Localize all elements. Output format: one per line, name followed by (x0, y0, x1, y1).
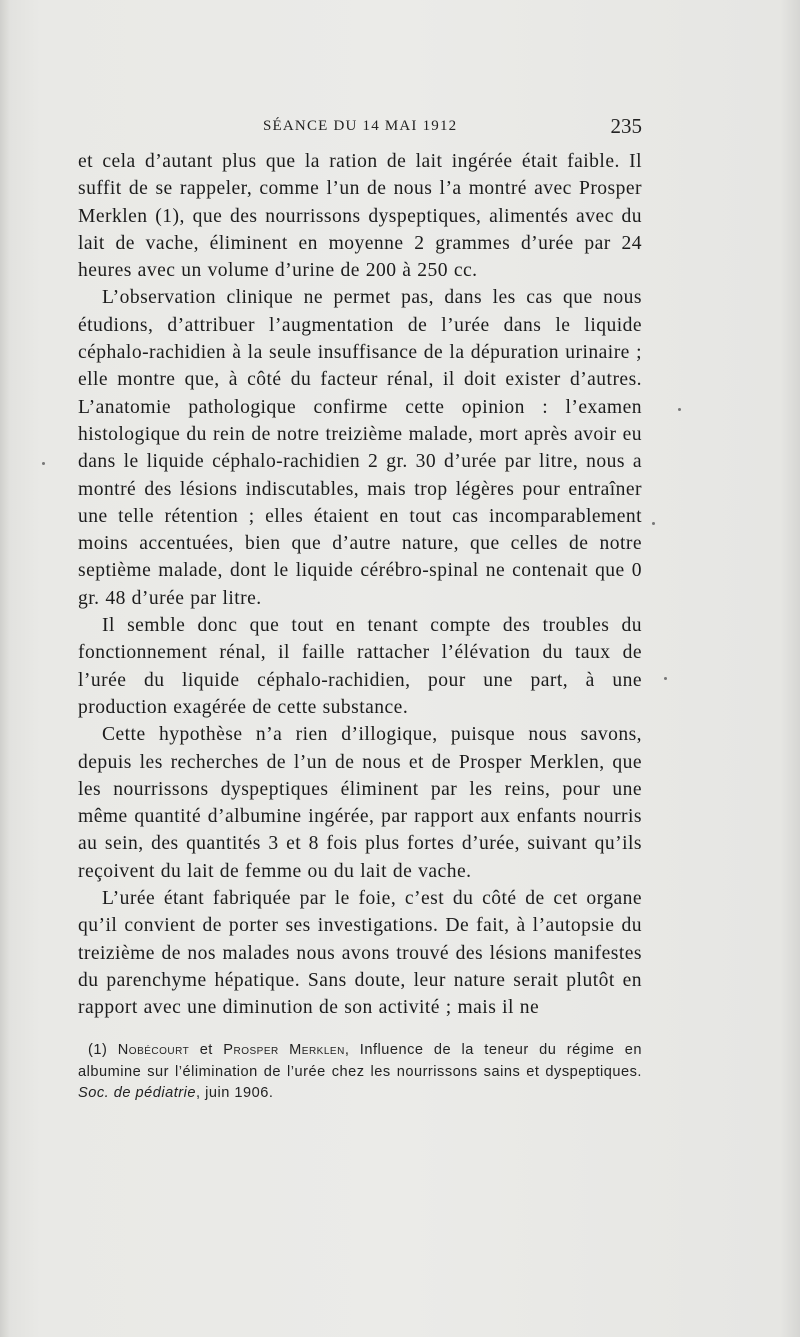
footnote-conjunction: et (199, 1042, 213, 1058)
footnote-author-1: Nobécourt (117, 1042, 190, 1058)
paper-speck (664, 677, 667, 680)
footnote-journal: Soc. de pédiatrie (78, 1085, 197, 1101)
footnotes (78, 1040, 642, 1105)
paragraph-5: L’urée étant fabriquée par le foie, c’est du côté de cet organe qu’il convient de porter ses investigations. De fait, à l’autopsie du treizième de nos malades nous avons trouvé des lésions manifestes du parenchyme hépatique. Sans doute, leur nature serait plutôt en rapport avec une diminution de son activité ; mais il ne (78, 888, 642, 1019)
page-number: 235 (610, 114, 642, 138)
footnote-date: , juin 1906. (196, 1085, 274, 1101)
paper-speck (42, 462, 45, 465)
running-title: SÉANCE DU 14 MAI 1912 (263, 118, 458, 134)
footnote-text: , Influence de la teneur du régime en albumine sur l’élimination de l’urée chez les nourrissons sains et dyspeptiques. (78, 1042, 642, 1080)
paper-speck (652, 522, 655, 525)
paragraph-1: et cela d’autant plus que la ration de lait ingérée était faible. Il suffit de se rappeler, comme l’un de nous l’a montré avec Prosper Merklen (1), que des nourrissons dyspeptiques, alimentés avec du lait de vache, éliminent en moyenne 2 grammes d’urée par 24 heures avec un volume d’urine de 200 à 250 cc. (78, 151, 642, 282)
paragraph-3: Il semble donc que tout en tenant compte des troubles du fonctionnement rénal, il faille rattacher l’élévation du taux de l’urée du liquide céphalo-rachidien, pour une part, à une production exagérée de cette substance. (78, 615, 642, 718)
body-text (78, 148, 642, 1022)
footnote-author-2: Prosper Merklen (223, 1042, 345, 1058)
paper-speck (678, 408, 681, 411)
footnote-marker: (1) (88, 1042, 108, 1058)
paragraph-2: L’observation clinique ne permet pas, dans les cas que nous étudions, d’attribuer l’augmentation de l’urée dans le liquide céphalo-rachidien à la seule insuffisance de la dépuration urinaire ; elle montre que, à côté du facteur rénal, il doit exister d’autres. L’anatomie pathologique confirme cette opinion : l’examen histologique du rein de notre treizième malade, mort après avoir eu dans le liquide céphalo-rachidien 2 gr. 30 d’urée par litre, nous a montré des lésions indiscutables, mais trop légères pour entraîner une telle rétention ; elles étaient en tout cas incomparablement moins accentuées, bien que d’autre nature, que celles de notre septième malade, dont le liquide cérébro-spinal ne contenait que 0 gr. 48 d’urée par litre. (78, 287, 642, 609)
footnote-1 (78, 1040, 642, 1105)
running-head (78, 114, 642, 142)
paragraph-4: Cette hypothèse n’a rien d’illogique, puisque nous savons, depuis les recherches de l’un de nous et de Prosper Merklen, que les nourrissons dyspeptiques éliminent par les reins, pour une même quantité d’albumine ingérée, par rapport aux enfants nourris au sein, des quantités 3 et 8 fois plus fortes d’urée, suivant qu’ils reçoivent du lait de femme ou du lait de vache. (78, 724, 642, 882)
